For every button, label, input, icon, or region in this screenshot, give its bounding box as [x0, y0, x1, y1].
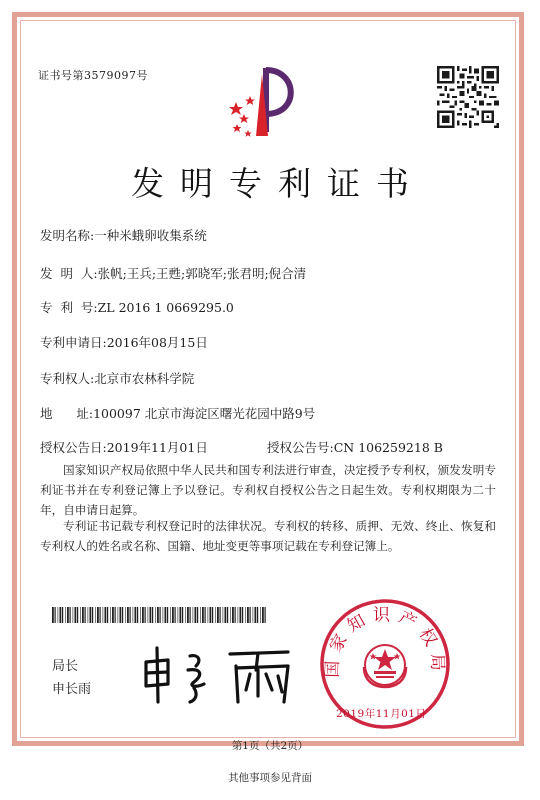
barcode-bar [100, 607, 101, 623]
barcode-bar [212, 607, 213, 623]
barcode-bar [120, 607, 122, 623]
grant-number-value: CN 106259218 B [333, 440, 443, 455]
grant-date-row [40, 438, 208, 456]
barcode-bar [220, 607, 221, 623]
invention-name-row [40, 226, 207, 244]
barcode-bar [148, 607, 149, 623]
qr-code-icon [437, 66, 499, 128]
barcode-bar [67, 607, 69, 623]
barcode-bar [223, 607, 224, 623]
barcode-bar [232, 607, 234, 623]
barcode-bar [225, 607, 227, 623]
barcode-bar [178, 607, 179, 623]
barcode-bar [172, 607, 174, 623]
barcode-bar [130, 607, 131, 623]
patentee-value: 北京市农林科学院 [94, 371, 195, 386]
page-number: 第1页（共2页） [231, 740, 309, 752]
barcode-bar [200, 607, 201, 623]
inventor-label: 发 明 人: [40, 266, 98, 281]
barcode-bar [110, 607, 111, 623]
barcode-bar [157, 607, 159, 623]
barcode-bar [52, 607, 54, 623]
footer-note: 其他事项参见背面 [228, 772, 312, 784]
filing-date-label: 专利申请日: [40, 335, 107, 350]
barcode-bar [135, 607, 137, 623]
filing-date-value: 2016年08月15日 [106, 335, 208, 350]
barcode-bar [90, 607, 92, 623]
barcode-bar [195, 607, 197, 623]
handwritten-signature-icon [138, 640, 308, 708]
barcode-bar [165, 607, 167, 623]
patent-number-row [40, 298, 234, 316]
commissioner-name: 申长雨 [52, 682, 92, 697]
inventor-row [40, 264, 306, 282]
barcode-bar [55, 607, 56, 623]
filing-date-row [40, 333, 208, 351]
barcode-bar [60, 607, 62, 623]
barcode-bar [112, 607, 114, 623]
barcode-bar [107, 607, 108, 623]
barcode-bar [118, 607, 119, 623]
barcode-bar [115, 607, 116, 623]
barcode-bar [250, 607, 251, 623]
barcode-bar [247, 607, 249, 623]
barcode-bar [77, 607, 78, 623]
barcode-bar [103, 607, 104, 623]
barcode-bar [122, 607, 123, 623]
barcode-bar [265, 607, 266, 623]
barcode-bar [133, 607, 134, 623]
address-label: 地 址: [40, 406, 94, 421]
barcode-bar [217, 607, 219, 623]
legal-paragraph-2: 专利证书记载专利权登记时的法律状况。专利权的转移、质押、无效、终止、恢复和专利权人的姓名或名称、国籍、地址变更等事项记载在专利登记簿上。 [40, 519, 496, 553]
barcode-bar [73, 607, 74, 623]
barcode-bar [202, 607, 204, 623]
barcode-bar [190, 607, 191, 623]
barcode-bar [208, 607, 209, 623]
patentee-label: 专利权人: [40, 371, 95, 386]
barcode-bar [70, 607, 71, 623]
barcode-bar [155, 607, 156, 623]
barcode-bar [185, 607, 186, 623]
barcode-bar [180, 607, 182, 623]
barcode-bar [97, 607, 99, 623]
barcode-icon [52, 607, 267, 623]
barcode-bar [163, 607, 164, 623]
barcode-bar [197, 607, 198, 623]
barcode-bar [227, 607, 228, 623]
barcode-bar [125, 607, 126, 623]
barcode-bar [262, 607, 264, 623]
barcode-bar [205, 607, 206, 623]
barcode-bar [62, 607, 63, 623]
patent-number-label: 专 利 号: [40, 300, 98, 315]
barcode-bar [150, 607, 152, 623]
barcode-bar [215, 607, 216, 623]
legal-paragraph-1: 国家知识产权局依照中华人民共和国专利法进行审查，决定授予专利权，颁发发明专利证书并在专利登记簿上予以登记。专利权自授权公告之日起生效。专利权期限为二十年，自申请日起算。 [40, 463, 496, 517]
inventor-value: 张帆;王兵;王甦;郭晓军;张君明;倪合清 [97, 266, 307, 281]
patent-number-value: ZL 2016 1 0669295.0 [97, 300, 234, 315]
patent-office-emblem-icon [226, 62, 306, 144]
barcode-bar [235, 607, 236, 623]
barcode-bar [92, 607, 93, 623]
barcode-bar [210, 607, 212, 623]
certificate-number: 证书号第3579097号 [38, 69, 148, 82]
barcode-bar [65, 607, 66, 623]
barcode-bar [85, 607, 86, 623]
grant-date-label: 授权公告日: [40, 440, 107, 455]
barcode-bar [88, 607, 89, 623]
barcode-bar [187, 607, 189, 623]
barcode-bar [257, 607, 258, 623]
grant-number-row [267, 438, 443, 456]
address-row [40, 404, 315, 422]
barcode-bar [95, 607, 96, 623]
barcode-bar [127, 607, 129, 623]
grant-date-value: 2019年11月01日 [106, 440, 208, 455]
barcode-bar [160, 607, 161, 623]
barcode-bar [140, 607, 141, 623]
barcode-bar [145, 607, 146, 623]
barcode-bar [137, 607, 138, 623]
barcode-bar [255, 607, 257, 623]
barcode-bar [170, 607, 171, 623]
barcode-bar [175, 607, 176, 623]
barcode-bar [253, 607, 254, 623]
commissioner-title: 局长 [52, 659, 79, 674]
barcode-bar [260, 607, 261, 623]
barcode-bar [240, 607, 242, 623]
patentee-row [40, 369, 194, 387]
barcode-bar [80, 607, 81, 623]
barcode-bar [230, 607, 231, 623]
barcode-bar [242, 607, 243, 623]
barcode-bar [245, 607, 246, 623]
invention-name-value: 一种米蛾卵收集系统 [94, 228, 207, 243]
barcode-bar [182, 607, 183, 623]
seal-date: 2019年11月01日 [336, 708, 427, 720]
barcode-bar [82, 607, 84, 623]
barcode-bar [193, 607, 194, 623]
barcode-bar [75, 607, 77, 623]
barcode-bar [105, 607, 107, 623]
certificate-title: 发明专利证书 [131, 164, 425, 203]
barcode-bar [152, 607, 153, 623]
barcode-bar [58, 607, 59, 623]
barcode-bar [142, 607, 144, 623]
barcode-bar [238, 607, 239, 623]
grant-number-label: 授权公告号: [267, 440, 334, 455]
barcode-bar [167, 607, 168, 623]
invention-name-label: 发明名称: [40, 228, 95, 243]
seal-text: 国家知识产权局 [322, 605, 448, 679]
address-value: 100097 北京市海淀区曙光花园中路9号 [93, 406, 316, 421]
